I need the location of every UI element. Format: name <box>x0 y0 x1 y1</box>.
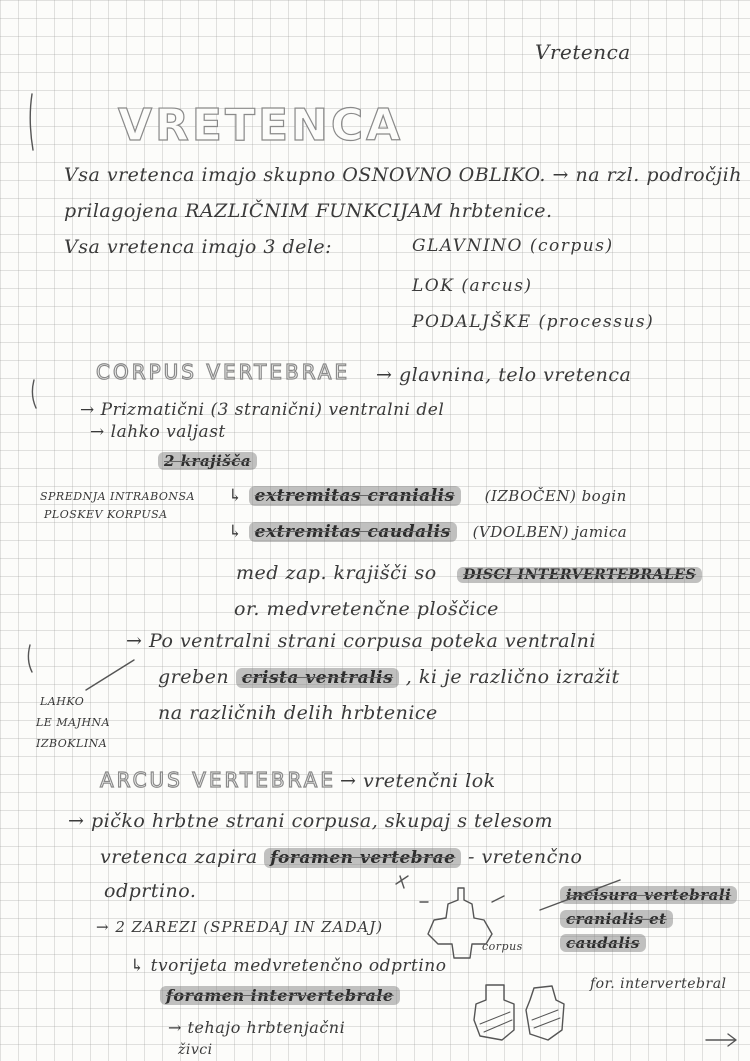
corpus-bullet-1: → Prizmatični (3 stranični) ventralni del <box>80 400 445 420</box>
next-page-arrow-icon <box>706 1034 736 1046</box>
zareze-line: → 2 ZAREZI (SPREDAJ IN ZADAJ) <box>96 918 384 936</box>
arcus-line-1: → pičko hrbtne strani corpusa, skupaj s telesom <box>68 810 553 832</box>
vertebra-sketch-right-icon <box>526 986 564 1040</box>
medvretencne-line: or. medvretenčne ploščice <box>234 598 499 620</box>
margin-mark-low <box>28 645 32 672</box>
side2-line-3: IZBOKLINA <box>36 737 108 750</box>
side-note-2: PLOSKEV KORPUSA <box>44 508 168 521</box>
crista-line-1: → Po ventralni strani corpusa poteka ventralni <box>126 630 596 652</box>
side-note-pointer <box>86 660 134 690</box>
vertebra-sketch-marks <box>420 896 504 902</box>
krajisca-label: 2 krajišča <box>158 452 257 470</box>
arcus-line-5: → tehajo hrbtenjačni <box>168 1018 346 1037</box>
corpus-bullet-2: → lahko valjast <box>90 422 226 442</box>
side-note-1: SPREDNJA INTRABONSA <box>40 490 195 503</box>
incisura-line-2: cranialis et <box>560 910 673 928</box>
arcus-line-3: odprtino. <box>104 880 197 902</box>
intro-line-3: Vsa vretenca imajo 3 dele: <box>64 236 333 258</box>
incisura-line-3: caudalis <box>560 934 646 952</box>
margin-mark-top <box>30 94 33 150</box>
corner-title: Vretenca <box>535 40 631 64</box>
crista-line-2: greben crista ventralis , ki je različno izražit <box>158 666 620 688</box>
arcus-line-2: vretenca zapira foramen vertebrae - vretenčno <box>100 846 583 868</box>
med-krajisci-row: med zap. krajišči so DISCI INTERVERTEBRALES <box>236 562 702 584</box>
side2-line-1: LAHKO <box>40 695 85 708</box>
incisura-pointer-line <box>540 880 620 910</box>
vertebra-sketch-hatching <box>480 1010 560 1032</box>
corpus-label: corpus <box>482 940 523 953</box>
asterisk-mark <box>396 876 408 888</box>
intro-line-2: prilagojena RAZLIČNIM FUNKCIJAM hrbtenice. <box>64 200 553 222</box>
vertebra-sketch-icon <box>428 888 492 958</box>
ext-cranialis-row: ↳ extremitas cranialis (IZBOČEN) bogin <box>228 486 627 506</box>
part-processus: PODALJŠKE (processus) <box>412 312 655 332</box>
arcus-line-4: ↳ tvorijeta medvretenčno odprtino <box>130 956 447 976</box>
part-arcus: LOK (arcus) <box>412 276 533 296</box>
intro-line-1: Vsa vretenca imajo skupno OSNOVNO OBLIKO. → na rzl. področjih <box>64 164 742 186</box>
for-iv-note: for. intervertebral <box>590 976 727 992</box>
page-title: VRETENCA <box>118 100 404 151</box>
part-corpus: GLAVNINO (corpus) <box>412 236 614 256</box>
corpus-heading: CORPUS VERTEBRAE <box>96 360 351 384</box>
foramen-iv-row: foramen intervertebrale <box>160 986 400 1005</box>
corpus-heading-note: → glavnina, telo vretenca <box>376 364 632 386</box>
ext-caudalis-row: ↳ extremitas caudalis (VDOLBEN) jamica <box>228 522 628 542</box>
crista-line-3: na različnih delih hrbtenice <box>158 702 438 724</box>
arcus-heading: ARCUS VERTEBRAE <box>100 768 336 792</box>
margin-mark-mid <box>32 380 36 408</box>
arcus-heading-note: → vretenčni lok <box>340 770 496 792</box>
incisura-line-1: incisura vertebrali <box>560 886 737 904</box>
side2-line-2: LE MAJHNA <box>36 716 111 729</box>
arcus-line-6: živci <box>178 1042 213 1058</box>
